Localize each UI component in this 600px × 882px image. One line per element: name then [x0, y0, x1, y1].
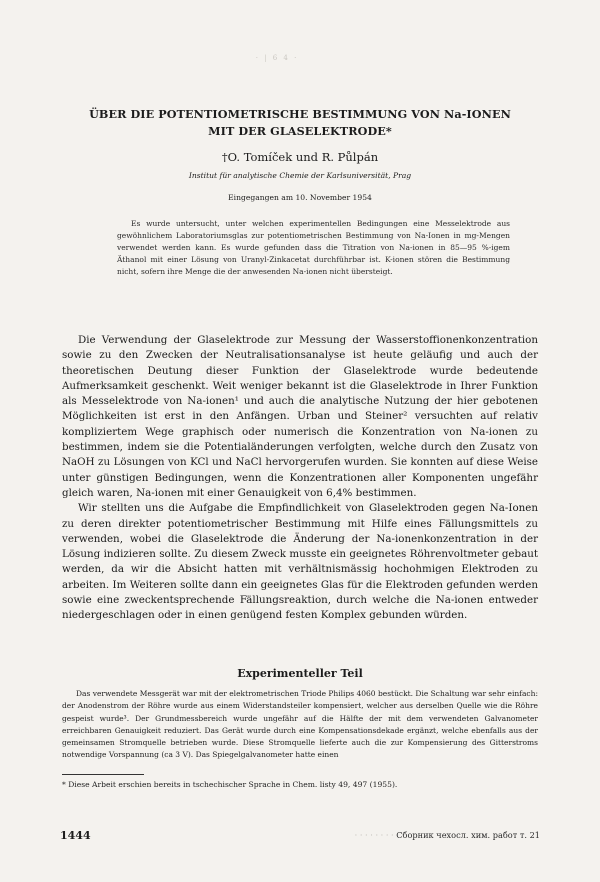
- abstract: Es wurde untersucht, unter welchen experimentellen Bedingungen eine Messelektrode aus gewöhnlichem Laboratoriumsglas zur potentiometrischen Bestimmung von Na-Ionen in mg-Mengen verwendet werden kann. Es wurde gefunden dass die Titration von Na-ionen in 85—95 %-igem Äthanol mit einer Lösung von Uranyl-Zinkacetat durchführbar ist. K-ionen stören die Bestimmung nicht, sofern ihre Menge die der anwesenden Na-ionen nicht übersteigt.: [117, 219, 510, 277]
- title-line-1: ÜBER DIE POTENTIOMETRISCHE BESTIMMUNG VON Na-IONEN: [89, 107, 511, 121]
- page-number: 1444: [60, 829, 91, 842]
- title-line-2: MIT DER GLASELEKTRODE*: [208, 124, 392, 138]
- authors: †O. Tomíček und R. Půlpán: [221, 150, 379, 164]
- journal-name: Сборник чехосл. хим. работ т. 21: [396, 830, 540, 840]
- faint-stamp: · · · · · · · ·: [354, 830, 394, 840]
- footnote: * Diese Arbeit erschien bereits in tschechischer Sprache in Chem. listy 49, 497 (1955).: [62, 780, 398, 789]
- faint-library-stamp: · | 6 4 ·: [255, 54, 299, 62]
- running-footer: [292, 830, 540, 840]
- affiliation: Institut für analytische Chemie der Karlsuniversität, Prag: [188, 171, 412, 180]
- footnote-divider: [62, 774, 144, 775]
- received-date: Eingegangen am 10. November 1954: [228, 193, 372, 202]
- section-heading: Experimenteller Teil: [237, 667, 363, 680]
- experimental-section: [62, 688, 538, 762]
- main-body: [62, 333, 538, 624]
- paper-title: [60, 106, 540, 140]
- experimental-paragraph: Das verwendete Messgerät war mit der elektrometrischen Triode Philips 4060 bestückt. Die Schaltung war sehr einfach: der Anodenstrom der Röhre wurde aus einem Widerstandsteiler kompensiert, welcher aus derselben Quelle wie die Röhre gespeist wurde³. Der Grundmessbereich wurde ungefähr auf die Hälfte der mit dem verwendeten Galvanometer erreichbaren Genauigkeit reduziert. Das Gerät wurde durch eine Kompensationsdekade ergänzt, welche ebenfalls aus der gemeinsamen Stromquelle betrieben wurde. Diese Stromquelle lieferte auch die zur Kompensierung des Gitterstroms notwendige Vorspannung (ca 3 V). Das Spiegelgalvanometer hatte einen: [62, 689, 538, 760]
- body-paragraph-1: Die Verwendung der Glaselektrode zur Messung der Wasserstoffionenkonzentration sowie zu den Zwecken der Neutralisationsanalyse ist heute geläufig und auch der theoretischen Deutung dieser Funktion der Glaselektrode wurde bedeutende Aufmerksamkeit geschenkt. Weit weniger bekannt ist die Glaselektrode in Ihrer Funktion als Messelektrode von Na-ionen¹ und auch die analytische Nutzung der hier gebotenen Möglichkeiten ist erst in den Anfängen. Urban und Steiner² versuchten auf relativ kompliziertem Wege graphisch oder numerisch die Konzentration von Na-ionen zu bestimmen, indem sie die Potentialänderungen verfolgten, welche durch den Zusatz von NaOH zu Lösungen von KCl und NaCl hervorgerufen wurden. Sie konnten auf diese Weise unter günstigen Bedingungen, wenn die Konzentrationen aller Komponenten ungefähr gleich waren, Na-ionen mit einer Genauigkeit von 6,4% bestimmen.: [62, 334, 538, 499]
- body-paragraph-2: Wir stellten uns die Aufgabe die Empfindlichkeit von Glaselektroden gegen Na-Ionen zu deren direkter potentiometrischer Bestimmung mit Hilfe eines Fällungsmittels zu verwenden, wobei die Glaselektrode die Änderung der Na-ionenkonzentration in der Lösung indizieren sollte. Zu diesem Zweck musste ein geeignetes Röhrenvoltmeter gebaut werden, da wir die Absicht hatten mit verhältnismässig hochohmigen Elektroden zu arbeiten. Im Weiteren sollte dann ein geeignetes Glas für die Elektroden gefunden werden sowie eine zweckentsprechende Fällungsreaktion, durch welche die Na-ionen entweder niedergeschlagen oder in einen genügend festen Komplex gebunden würden.: [62, 502, 538, 622]
